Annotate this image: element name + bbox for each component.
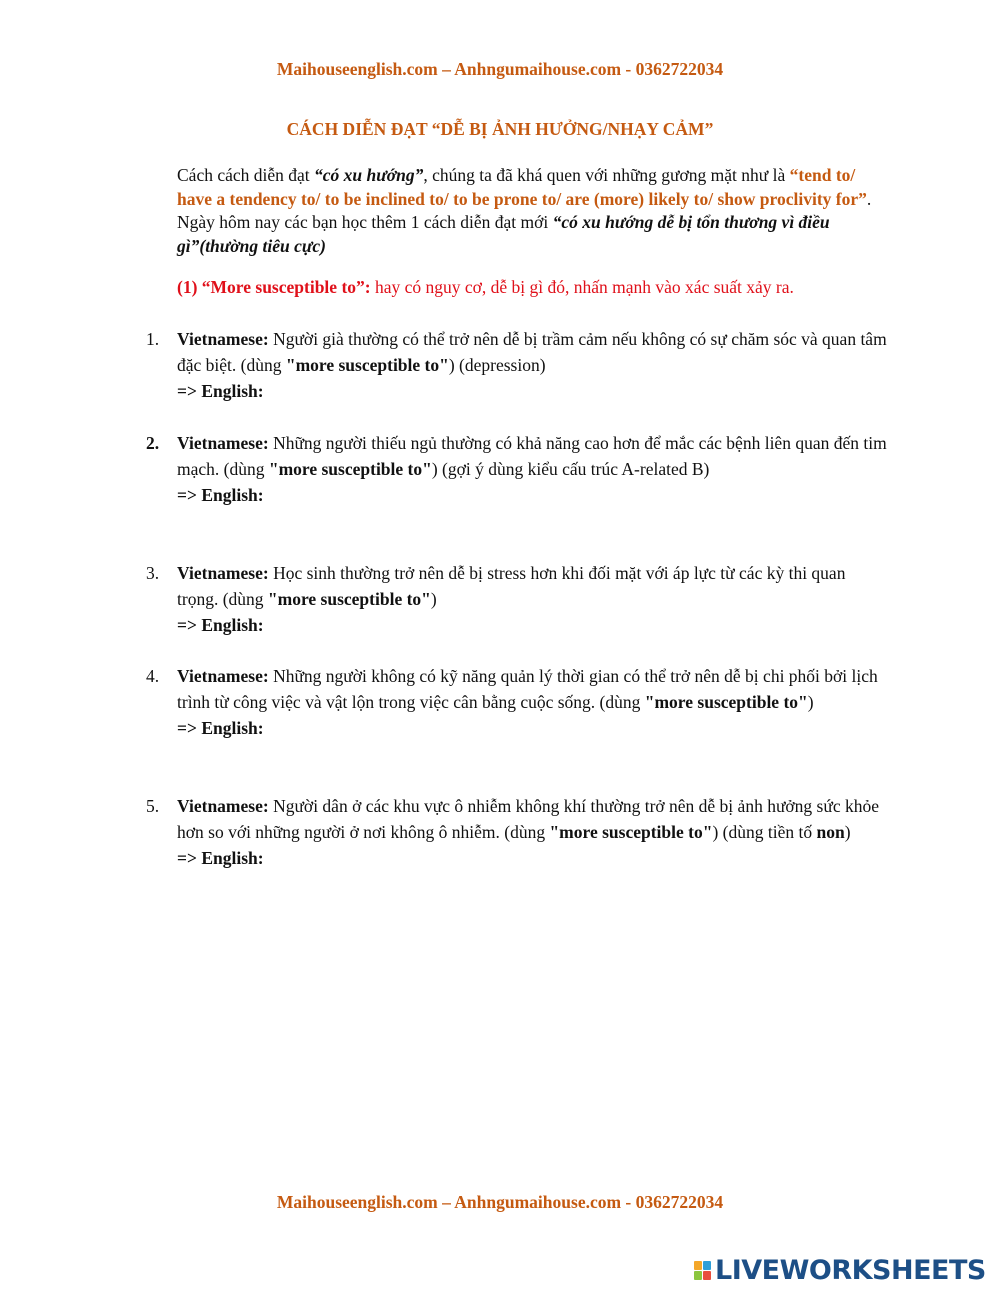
vietnamese-label: Vietnamese: — [177, 329, 269, 349]
exercise-text: ) (dùng tiền tố — [712, 822, 817, 842]
logo-square — [703, 1261, 711, 1270]
exercise-text: ) — [844, 822, 851, 842]
exercise-number: 5. — [146, 796, 160, 816]
english-answer-label: => English: — [177, 848, 264, 868]
vietnamese-label: Vietnamese: — [177, 563, 269, 583]
intro-paragraph — [177, 164, 877, 258]
exercise-text: Người già thường có thể trở nên dễ bị trầm cảm nếu không có sự chăm sóc và quan tâm đặc biệt. (dùng — [177, 329, 887, 375]
logo-square — [703, 1271, 711, 1280]
exercise-item — [146, 560, 887, 638]
definition-note — [177, 276, 897, 300]
exercise-number: 4. — [146, 666, 160, 686]
liveworksheets-logo-icon — [694, 1261, 711, 1280]
page-footer: Maihouseenglish.com – Anhngumaihouse.com - 0362722034 — [276, 1192, 724, 1212]
target-phrase: non — [816, 822, 845, 842]
intro-phrase: “có xu hướng dễ bị tổn thương vì điều gì”(thường tiêu cực) — [177, 212, 830, 256]
target-phrase: "more susceptible to" — [267, 589, 431, 609]
target-phrase: "more susceptible to" — [285, 355, 449, 375]
page-title: CÁCH DIỄN ĐẠT “DỄ BỊ ẢNH HƯỞNG/NHẠY CẢM” — [286, 119, 714, 139]
english-answer-label: => English: — [177, 485, 264, 505]
target-phrase: "more susceptible to" — [549, 822, 713, 842]
target-phrase: "more susceptible to" — [268, 459, 432, 479]
definition-text: hay có nguy cơ, dễ bị gì đó, nhấn mạnh vào xác suất xảy ra. — [370, 277, 794, 297]
exercise-text: Những người thiếu ngủ thường có khả năng cao hơn để mắc các bệnh liên quan đến tim mạch. (dùng — [177, 433, 887, 479]
logo-square — [694, 1261, 702, 1270]
exercise-text: ) (depression) — [448, 355, 546, 375]
exercise-item — [146, 326, 887, 404]
exercise-text: Người dân ở các khu vực ô nhiễm không khí thường trở nên dễ bị ảnh hưởng sức khỏe hơn so với những người ở nơi không ô nhiễm. (dùng — [177, 796, 880, 842]
exercise-text: Những người không có kỹ năng quản lý thời gian có thể trở nên dễ bị chi phối bởi lịch trình từ công việc và vật lộn trong việc cân bằng cuộc sống. (dùng — [177, 666, 878, 712]
exercise-text: ) (gợi ý dùng kiểu cấu trúc A-related B) — [431, 459, 710, 479]
english-answer-label: => English: — [177, 615, 264, 635]
exercise-item — [146, 793, 887, 871]
intro-phrase: “có xu hướng” — [314, 165, 424, 185]
english-answer-label: => English: — [177, 381, 264, 401]
vietnamese-label: Vietnamese: — [177, 433, 269, 453]
exercise-number: 3. — [146, 563, 160, 583]
intro-text: . Ngày hôm nay các bạn học thêm 1 cách diễn đạt mới — [177, 188, 872, 232]
english-answer-label: => English: — [177, 718, 264, 738]
intro-text: , chúng ta đã khá quen với những gương mặt như là — [423, 165, 790, 185]
intro-text: Cách cách diễn đạt — [177, 165, 315, 185]
logo-square — [694, 1271, 702, 1280]
page-header: Maihouseenglish.com – Anhngumaihouse.com - 0362722034 — [276, 59, 724, 79]
exercise-item — [146, 663, 887, 741]
liveworksheets-logo-text: LIVEWORKSHEETS — [715, 1254, 986, 1286]
exercise-text: ) — [807, 692, 814, 712]
liveworksheets-logo[interactable] — [694, 1255, 986, 1285]
exercise-text: ) — [430, 589, 437, 609]
exercise-text: Học sinh thường trở nên dễ bị stress hơn khi đối mặt với áp lực từ các kỳ thi quan trọng. (dùng — [177, 563, 846, 609]
exercise-item — [146, 430, 887, 508]
vietnamese-label: Vietnamese: — [177, 796, 269, 816]
exercise-number: 2. — [146, 433, 160, 453]
vietnamese-label: Vietnamese: — [177, 666, 269, 686]
target-phrase: "more susceptible to" — [644, 692, 808, 712]
intro-examples: “tend to/ have a tendency to/ to be inclined to/ to be prone to/ are (more) likely to/ show proclivity for” — [177, 165, 867, 209]
definition-label: (1) “More susceptible to”: — [177, 277, 371, 297]
exercise-number: 1. — [146, 329, 160, 349]
